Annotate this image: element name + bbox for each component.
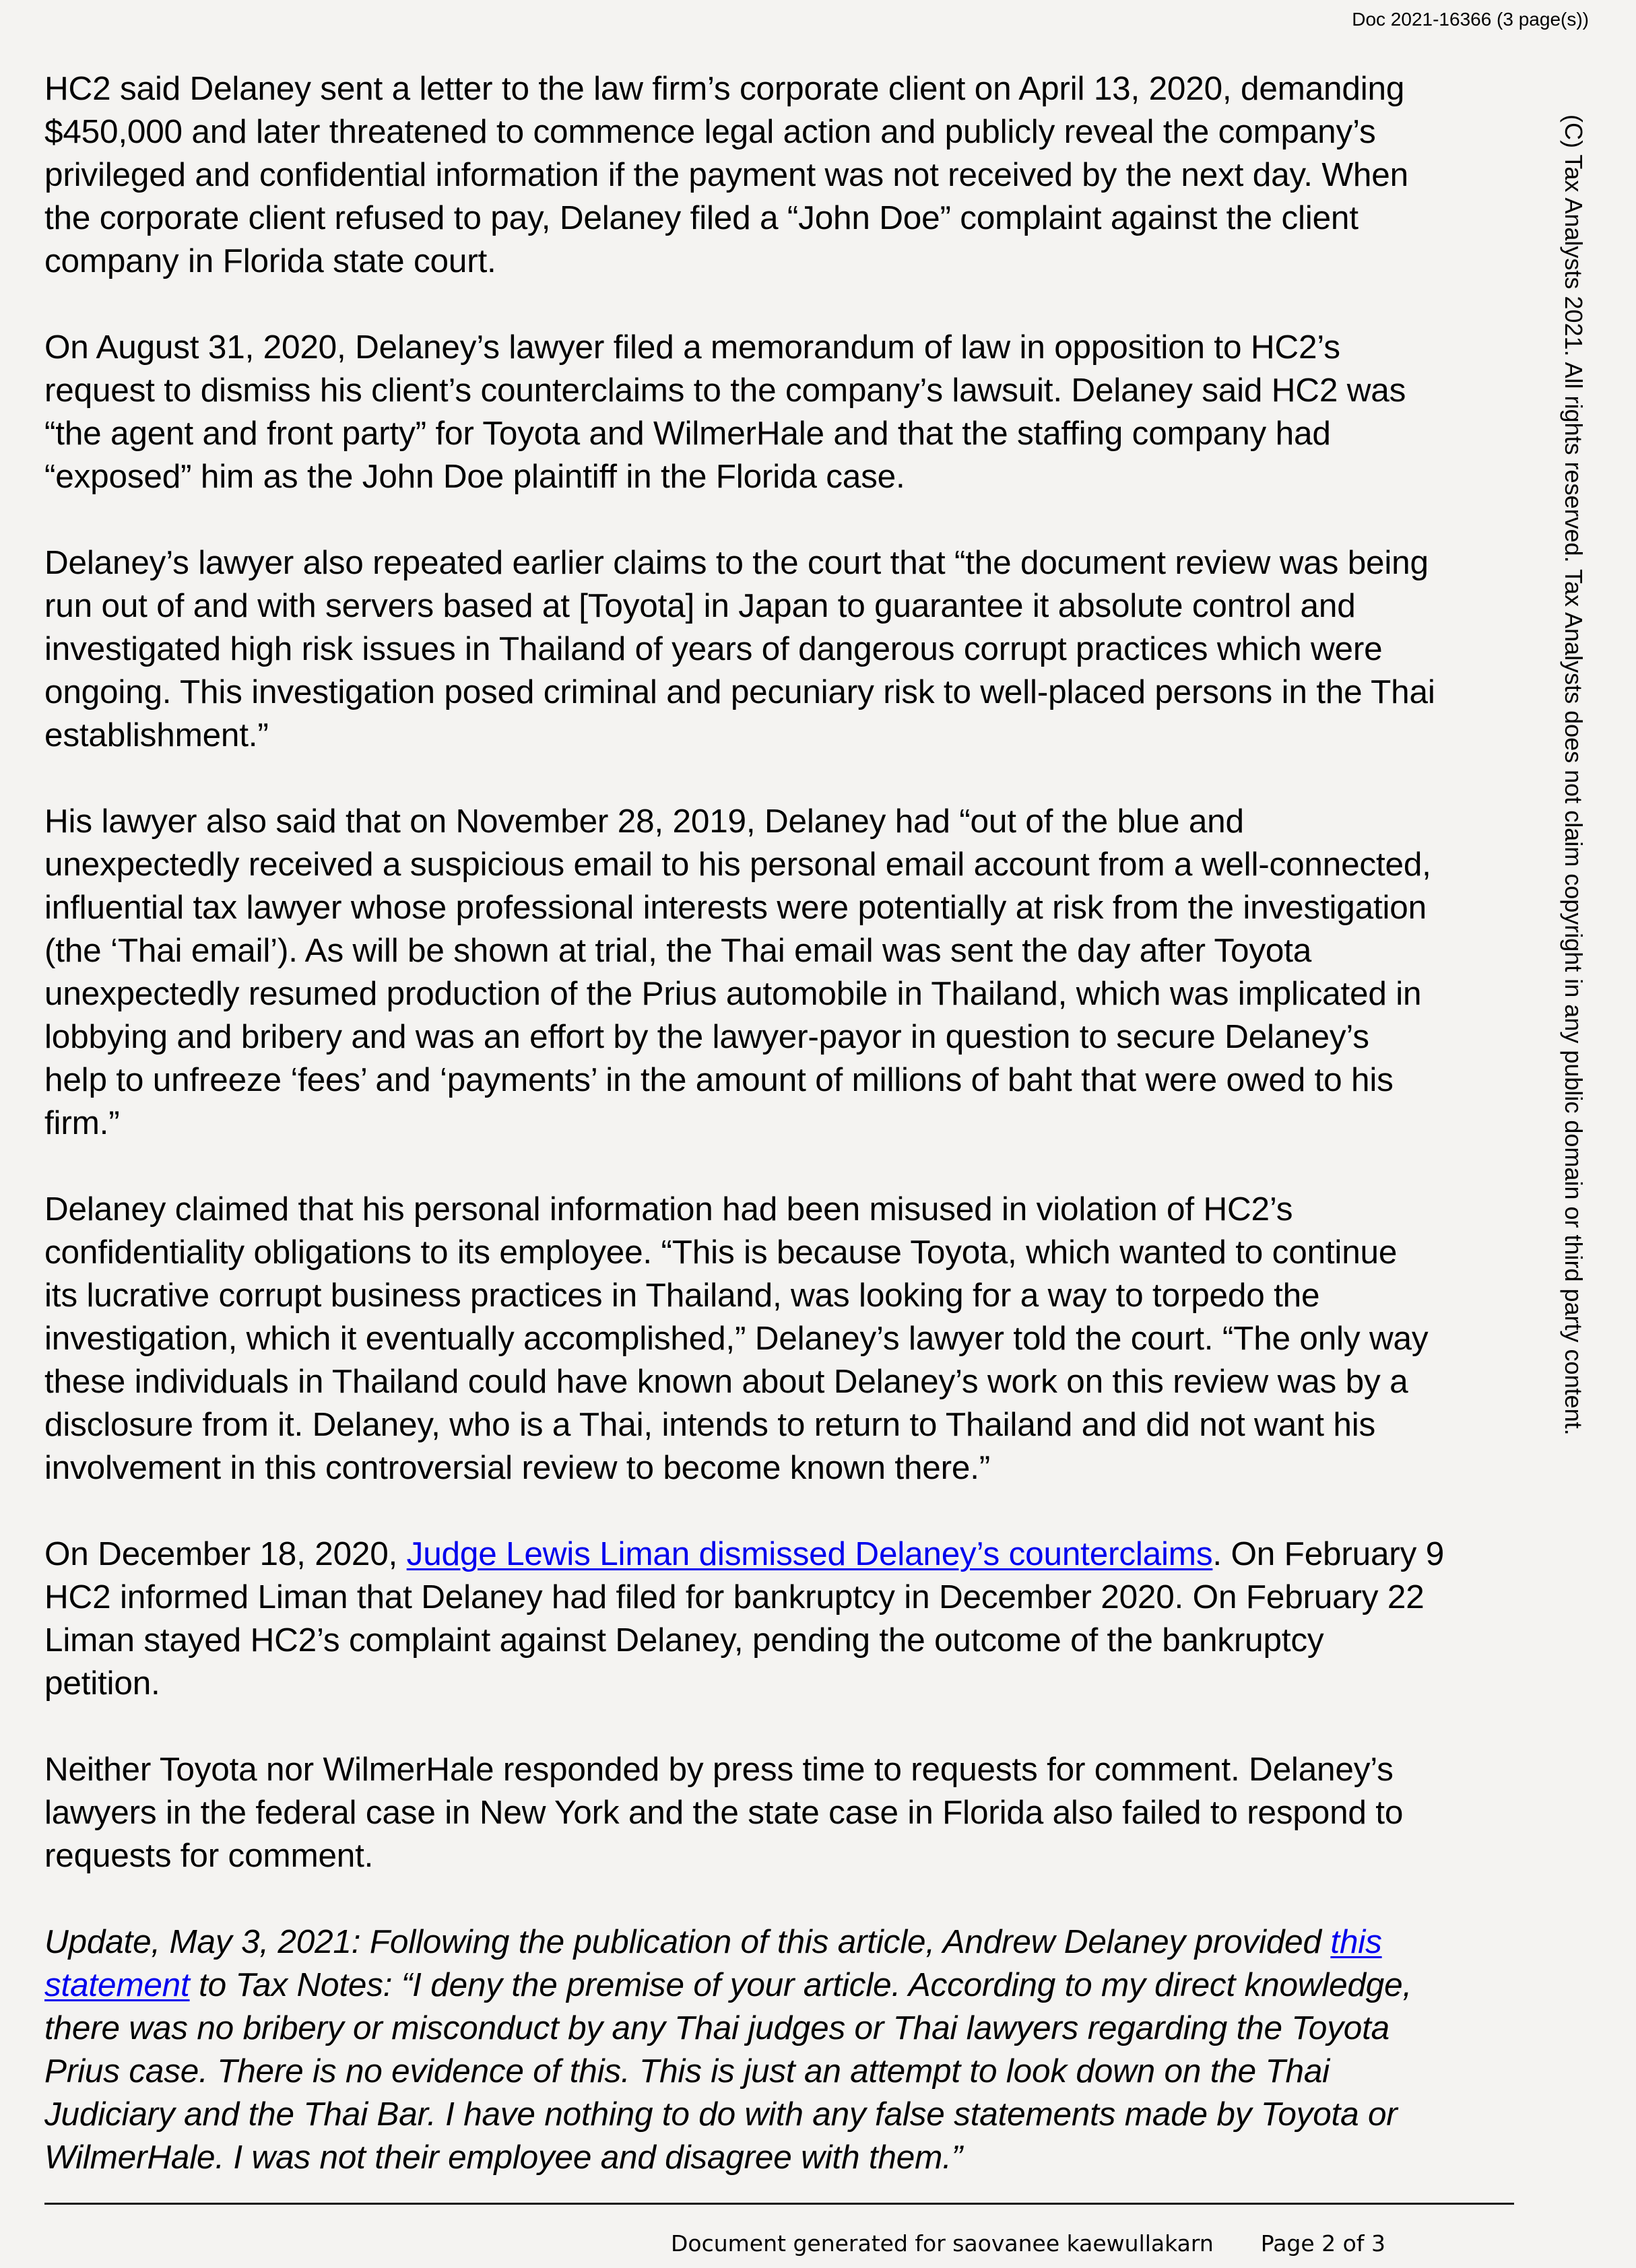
text-line: firm.” [44,1104,120,1141]
text-segment: Update, May 3, 2021: Following the publication of this article, Andrew Delaney provided [44,1923,1331,1960]
generated-for-label: Document generated for saovanee kaewullakarn [671,2230,1214,2257]
text-line: these individuals in Thailand could have known about Delaney’s work on this review was by a [44,1363,1408,1400]
text-line: company in Florida state court. [44,242,496,279]
text-line: requests for comment. [44,1837,374,1874]
paragraph-document-review-claims [44,541,1526,757]
paragraph-dismissal [44,1533,1526,1705]
text-line: lawyers in the federal case in New York and the state case in Florida also failed to respond to [44,1794,1404,1831]
paragraph-confidentiality-claim [44,1188,1526,1490]
text-line: Delaney’s lawyer also repeated earlier claims to the court that “the document review was being [44,544,1429,581]
text-line: request to dismiss his client’s counterclaims to the company’s lawsuit. Delaney said HC2 was [44,372,1406,409]
text-segment: . On February 9 [1212,1535,1445,1572]
text-line: On August 31, 2020, Delaney’s lawyer filed a memorandum of law in opposition to HC2’s [44,329,1340,366]
text-line: influential tax lawyer whose professional interests were potentially at risk from the investigation [44,889,1427,926]
text-line: Judiciary and the Thai Bar. I have nothing to do with any false statements made by Toyota or [44,2096,1398,2133]
text-line: (the ‘Thai email’). As will be shown at trial, the Thai email was sent the day after Toyota [44,932,1312,969]
page-footer [671,2230,1385,2257]
text-line: unexpectedly resumed production of the Prius automobile in Thailand, which was implicated in [44,975,1422,1012]
text-line: $450,000 and later threatened to commence legal action and publicly reveal the company’s [44,113,1376,150]
text-line: WilmerHale. I was not their employee and disagree with them.” [44,2139,962,2176]
text-line: the corporate client refused to pay, Delaney filed a “John Doe” complaint against the client [44,199,1359,236]
text-line: ongoing. This investigation posed criminal and pecuniary risk to well-placed persons in the Thai [44,673,1435,710]
text-line [44,1921,1526,1964]
paragraph-letter-demand [44,67,1526,283]
text-line: run out of and with servers based at [Toyota] in Japan to guarantee it absolute control and [44,587,1356,624]
text-line: privileged and confidential information if the payment was not received by the next day. When [44,156,1408,193]
paragraph-no-comment [44,1748,1526,1877]
this-statement-link-part1[interactable]: this [1330,1923,1382,1960]
text-line: confidentiality obligations to its employee. “This is because Toyota, which wanted to continue [44,1234,1398,1271]
text-line: Neither Toyota nor WilmerHale responded by press time to requests for comment. Delaney’s [44,1751,1394,1788]
this-statement-link-part2[interactable]: statement [44,1966,190,2003]
text-line: disclosure from it. Delaney, who is a Thai, intends to return to Thailand and did not want his [44,1406,1376,1443]
text-line: petition. [44,1665,160,1702]
text-line [44,1964,1526,2007]
text-line: His lawyer also said that on November 28, 2019, Delaney had “out of the blue and [44,803,1244,840]
text-line: help to unfreeze ‘fees’ and ‘payments’ in the amount of millions of baht that were owed to his [44,1061,1394,1098]
text-line: Prius case. There is no evidence of this. This is just an attempt to look down on the Thai [44,2053,1330,2090]
text-segment: On December 18, 2020, [44,1535,407,1572]
text-line: Delaney claimed that his personal information had been misused in violation of HC2’s [44,1191,1293,1228]
text-line: lobbying and bribery and was an effort by the lawyer-payor in question to secure Delaney’s [44,1018,1369,1055]
text-line: “exposed” him as the John Doe plaintiff in the Florida case. [44,458,905,495]
text-line: unexpectedly received a suspicious email to his personal email account from a well-connected, [44,846,1431,883]
page-number: Page 2 of 3 [1260,2230,1385,2257]
text-segment: to Tax Notes: “I deny the premise of your article. According to my direct knowledge, [189,1966,1412,2003]
paragraph-memorandum [44,326,1526,498]
text-line [44,1533,1526,1576]
paragraph-update-statement [44,1921,1526,2179]
text-line: HC2 informed Liman that Delaney had filed for bankruptcy in December 2020. On February 22 [44,1578,1425,1615]
text-line: Liman stayed HC2’s complaint against Delaney, pending the outcome of the bankruptcy [44,1622,1324,1659]
counterclaims-dismissed-link[interactable]: Judge Lewis Liman dismissed Delaney’s counterclaims [406,1535,1213,1572]
text-line: there was no bribery or misconduct by any Thai judges or Thai lawyers regarding the Toyota [44,2009,1389,2046]
text-line: involvement in this controversial review to become known there.” [44,1449,991,1486]
text-line: “the agent and front party” for Toyota and WilmerHale and that the staffing company had [44,415,1331,452]
text-line: investigation, which it eventually accomplished,” Delaney’s lawyer told the court. “The only way [44,1320,1429,1357]
text-line: investigated high risk issues in Thailand of years of dangerous corrupt practices which were [44,630,1383,667]
text-line: establishment.” [44,716,269,754]
paragraph-thai-email [44,800,1526,1145]
text-line: its lucrative corrupt business practices in Thailand, was looking for a way to torpedo the [44,1277,1320,1314]
footer-divider [44,2203,1514,2205]
article-body [44,67,1526,2222]
text-line: HC2 said Delaney sent a letter to the law firm’s corporate client on April 13, 2020, demanding [44,70,1405,107]
document-id-header: Doc 2021-16366 (3 page(s)) [1352,9,1589,30]
copyright-notice: (C) Tax Analysts 2021. All rights reserved. Tax Analysts does not claim copyright in any public domain or third party content. [1560,114,1588,1436]
